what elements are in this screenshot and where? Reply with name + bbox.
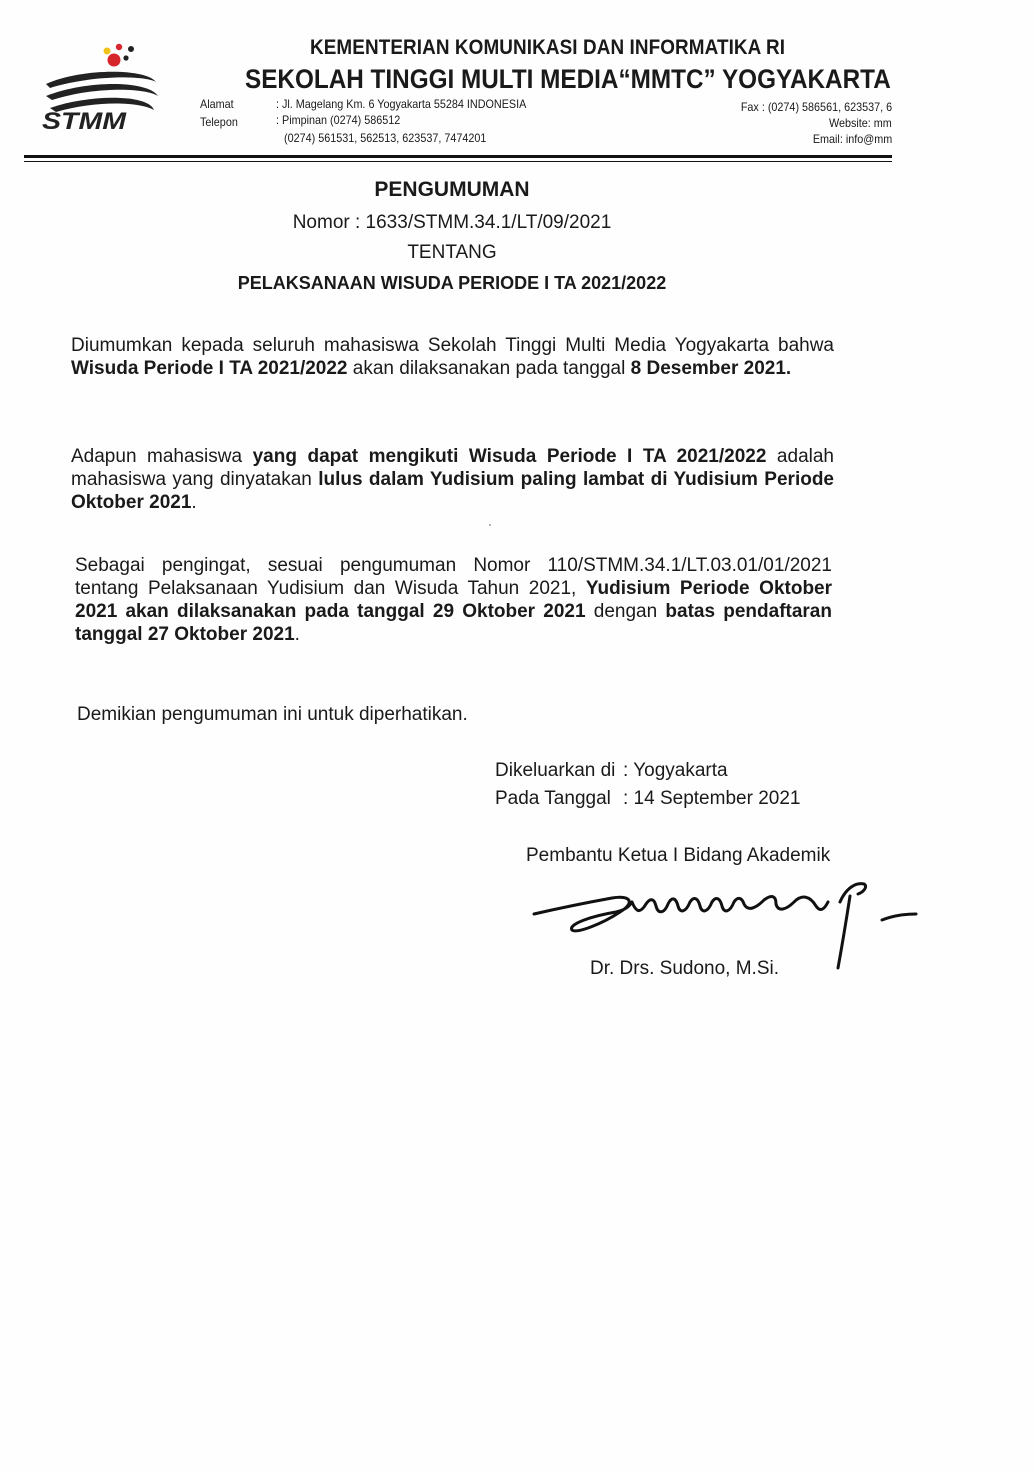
issued-place-label: Dikeluarkan di xyxy=(495,760,616,781)
text: Diumumkan kepada seluruh mahasiswa Sekolah Tinggi Multi Media Yogyakarta bahwa xyxy=(71,335,834,356)
emphasis: Yudisium Periode Oktober 2021 akan dilaksanakan pada tanggal 29 Oktober 2021 xyxy=(75,578,833,622)
issued-date-value: : 14 September 2021 xyxy=(623,788,801,809)
paragraph-eligibility xyxy=(71,445,834,514)
about-label: TENTANG xyxy=(407,242,497,263)
document-title: PENGUMUMAN xyxy=(374,178,530,201)
phone-value-general: (0274) 561531, 562513, 623537, 7474201 xyxy=(284,131,487,145)
issued-place xyxy=(495,760,728,782)
stmm-logo xyxy=(36,38,166,134)
letterhead-divider-thin xyxy=(24,161,892,162)
issued-place-value: : Yogyakarta xyxy=(623,760,728,781)
signatory-position: Pembantu Ketua I Bidang Akademik xyxy=(526,845,831,866)
address-value: : Jl. Magelang Km. 6 Yogyakarta 55284 INDONESIA xyxy=(276,97,527,111)
website: Website: mm xyxy=(829,116,892,130)
text: dengan xyxy=(585,601,666,622)
emphasis: yang dapat mengikuti Wisuda Periode I TA 2021/2022 xyxy=(252,446,767,467)
text: akan dilaksanakan pada tanggal xyxy=(347,358,631,379)
text: . xyxy=(294,624,300,645)
closing-sentence: Demikian pengumuman ini untuk diperhatikan. xyxy=(77,704,468,725)
phone-label: Telepon xyxy=(200,115,238,129)
text: Adapun mahasiswa xyxy=(71,446,253,467)
document-number: Nomor : 1633/STMM.34.1/LT/09/2021 xyxy=(292,212,612,233)
text: Sebagai pengingat, sesuai pengumuman Nomor 110/STMM.34.1/LT.03.01/01/2021 tentang Pelaksanaan Yudisium dan Wisuda Tahun 2021, xyxy=(75,555,832,599)
emphasis: Wisuda Periode I TA 2021/2022 xyxy=(71,358,348,379)
address-label: Alamat xyxy=(200,97,234,111)
issued-date xyxy=(495,788,800,810)
fax-number: Fax : (0274) 586561, 623537, 6 xyxy=(740,100,892,114)
document-subject: PELAKSANAAN WISUDA PERIODE I TA 2021/2022 xyxy=(237,273,667,293)
issued-date-label: Pada Tanggal xyxy=(495,788,611,809)
emphasis: lulus dalam Yudisium paling lambat di Yudisium Periode Oktober 2021 xyxy=(71,469,834,513)
phone-value-leadership: : Pimpinan (0274) 586512 xyxy=(276,113,401,127)
text: . xyxy=(191,492,197,513)
signatory-name: Dr. Drs. Sudono, M.Si. xyxy=(590,958,780,979)
email: Email: info@mm xyxy=(812,132,892,146)
paragraph-reminder xyxy=(75,554,832,646)
letterhead-divider-thick xyxy=(24,155,892,158)
emphasis: batas pendaftaran tanggal 27 Oktober 2021 xyxy=(75,601,832,645)
ministry-name: KEMENTERIAN KOMUNIKASI DAN INFORMATIKA RI xyxy=(310,36,786,59)
logo-wordmark: STMM xyxy=(42,108,128,134)
emphasis: 8 Desember 2021. xyxy=(630,358,792,379)
institution-name: SEKOLAH TINGGI MULTI MEDIA“MMTC” YOGYAKARTA xyxy=(245,64,891,94)
scan-speck xyxy=(489,524,491,526)
text: adalah mahasiswa yang dinyatakan xyxy=(71,446,834,490)
paragraph-graduation-date xyxy=(71,334,834,380)
